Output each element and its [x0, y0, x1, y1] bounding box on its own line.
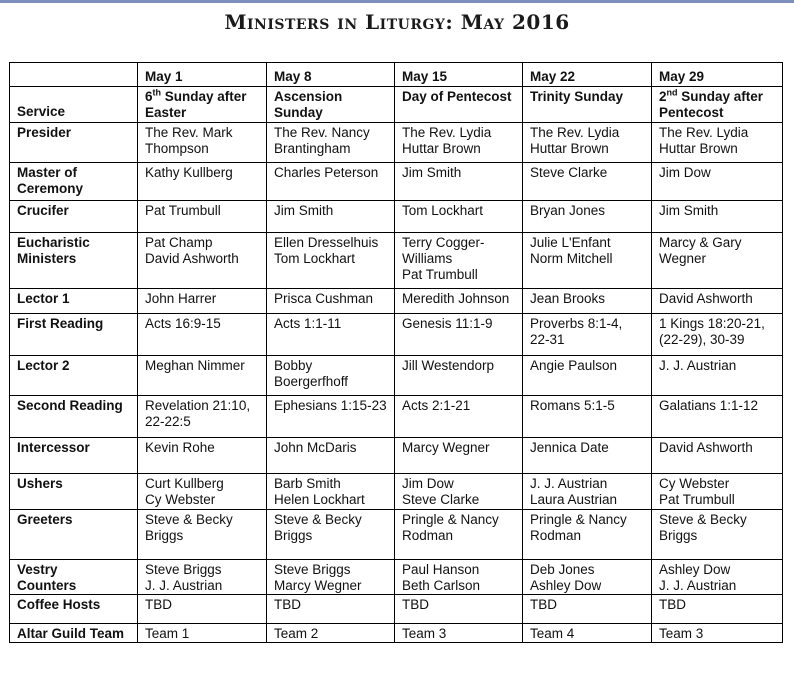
assignment-cell	[138, 624, 267, 643]
assignment-text: Barb Smith	[274, 476, 341, 491]
service-row	[10, 87, 783, 123]
assignment-text: Pat Trumbull	[659, 492, 735, 507]
assignment-cell	[138, 474, 267, 510]
table-row	[10, 356, 783, 396]
date-header-cell	[267, 63, 395, 87]
assignment-cell	[138, 163, 267, 201]
assignment-cell	[523, 595, 652, 624]
date-header-cell	[395, 63, 523, 87]
assignment-text: TBD	[274, 597, 301, 612]
assignment-text: The Rev. Lydia Huttar Brown	[659, 125, 749, 156]
assignment-cell	[267, 396, 395, 438]
row-label: Altar Guild Team	[17, 626, 125, 641]
assignment-cell	[395, 163, 523, 201]
assignment-text: Laura Austrian	[530, 492, 618, 507]
table-row	[10, 233, 783, 289]
assignment-text: Norm Mitchell	[530, 251, 613, 266]
assignment-cell	[652, 510, 783, 560]
assignment-text: Ashley Dow	[659, 562, 731, 577]
assignment-text: Revelation 21:10, 22-22:5	[145, 398, 251, 429]
row-label-cell	[10, 314, 138, 356]
assignment-cell	[395, 289, 523, 314]
assignment-text: Tom Lockhart	[402, 203, 484, 218]
assignment-text: Terry Cogger-Williams	[402, 235, 485, 266]
row-label-cell	[10, 201, 138, 233]
assignment-text: Steve & Becky Briggs	[145, 512, 233, 543]
date-label: May 15	[402, 69, 448, 84]
assignment-text: Steve Briggs	[145, 562, 222, 577]
assignment-cell	[267, 438, 395, 474]
assignment-text: Marcy Wegner	[274, 578, 362, 593]
assignment-cell	[523, 438, 652, 474]
assignment-text: Pat Champ	[145, 235, 213, 250]
row-label-cell	[10, 560, 138, 595]
row-label: Counters	[17, 578, 77, 593]
assignment-cell	[652, 289, 783, 314]
assignment-cell	[138, 356, 267, 396]
row-label: Eucharistic Ministers	[17, 235, 90, 266]
assignment-text: J. J. Austrian	[530, 476, 608, 491]
assignment-cell	[138, 314, 267, 356]
assignment-cell	[652, 595, 783, 624]
assignment-cell	[267, 560, 395, 595]
assignment-text: Proverbs 8:1-4, 22-31	[530, 316, 623, 347]
service-name-cell	[267, 87, 395, 123]
assignment-text: Angie Paulson	[530, 358, 618, 373]
assignment-text: Team 1	[145, 626, 190, 641]
assignment-cell	[138, 560, 267, 595]
assignment-text: Julie L'Enfant	[530, 235, 611, 250]
assignment-cell	[395, 356, 523, 396]
service-name-cell	[138, 87, 267, 123]
service-name: Sunday after Easter	[145, 89, 247, 120]
assignment-cell	[267, 510, 395, 560]
table-row	[10, 560, 783, 595]
assignment-cell	[267, 314, 395, 356]
date-label: May 1	[145, 69, 183, 84]
assignment-text: Team 2	[274, 626, 319, 641]
row-label-cell	[10, 356, 138, 396]
service-name: Ascension Sunday	[274, 89, 343, 120]
table-row	[10, 123, 783, 163]
assignment-text: J. J. Austrian	[659, 358, 737, 373]
row-label: Vestry	[17, 562, 58, 577]
assignment-cell	[523, 163, 652, 201]
row-label-cell	[10, 624, 138, 643]
assignment-cell	[652, 624, 783, 643]
table-row	[10, 396, 783, 438]
assignment-text: Beth Carlson	[402, 578, 481, 593]
assignment-text: 1 Kings 18:20-21, (22-29), 30-39	[659, 316, 765, 347]
table-row	[10, 510, 783, 560]
date-header-cell	[138, 63, 267, 87]
assignment-cell	[652, 123, 783, 163]
assignment-text: Jennica Date	[530, 440, 609, 455]
service-name-cell	[395, 87, 523, 123]
date-label: May 29	[659, 69, 705, 84]
assignment-text: Kevin Rohe	[145, 440, 215, 455]
assignment-cell	[267, 474, 395, 510]
table-row	[10, 624, 783, 643]
assignment-text: Kathy Kullberg	[145, 165, 233, 180]
assignment-cell	[652, 396, 783, 438]
row-label-cell	[10, 474, 138, 510]
date-header-row	[10, 63, 783, 87]
assignment-cell	[523, 201, 652, 233]
assignment-text: Marcy & Gary Wegner	[659, 235, 742, 266]
assignment-text: Genesis 11:1-9	[402, 316, 493, 331]
row-label-cell	[10, 396, 138, 438]
assignment-cell	[523, 560, 652, 595]
assignment-text: Pringle & Nancy Rodman	[530, 512, 627, 543]
date-label: May 22	[530, 69, 576, 84]
assignment-text: Acts 2:1-21	[402, 398, 471, 413]
assignment-cell	[138, 510, 267, 560]
service-name: Sunday after Pentecost	[659, 89, 764, 120]
assignment-cell	[523, 289, 652, 314]
assignment-text: Ephesians 1:15-23	[274, 398, 387, 413]
assignment-cell	[138, 438, 267, 474]
assignment-text: Jim Dow	[659, 165, 711, 180]
table-row	[10, 163, 783, 201]
assignment-cell	[395, 624, 523, 643]
assignment-cell	[395, 474, 523, 510]
assignment-cell	[652, 201, 783, 233]
assignment-cell	[652, 314, 783, 356]
assignment-cell	[523, 396, 652, 438]
table-row	[10, 595, 783, 624]
row-label-cell	[10, 163, 138, 201]
row-label: Lector 2	[17, 358, 70, 373]
assignment-text: Jim Smith	[659, 203, 719, 218]
assignment-cell	[395, 438, 523, 474]
assignment-text: J. J. Austrian	[659, 578, 737, 593]
assignment-cell	[652, 163, 783, 201]
row-label: First Reading	[17, 316, 104, 331]
row-label: Crucifer	[17, 203, 69, 218]
assignment-text: Romans 5:1-5	[530, 398, 615, 413]
assignment-text: Jill Westendorp	[402, 358, 495, 373]
assignment-text: Cy Webster	[145, 492, 216, 507]
service-name-cell	[523, 87, 652, 123]
row-label-cell	[10, 123, 138, 163]
ordinal-suffix: th	[152, 87, 162, 98]
assignment-cell	[523, 314, 652, 356]
assignment-text: Jim Smith	[402, 165, 462, 180]
assignment-cell	[395, 510, 523, 560]
assignment-text: Deb Jones	[530, 562, 595, 577]
assignment-cell	[395, 201, 523, 233]
assignment-cell	[267, 163, 395, 201]
assignment-cell	[652, 233, 783, 289]
assignment-cell	[138, 595, 267, 624]
assignment-cell	[267, 201, 395, 233]
assignment-cell	[267, 356, 395, 396]
assignment-cell	[523, 510, 652, 560]
assignment-text: Acts 1:1-11	[274, 316, 342, 331]
assignment-text: TBD	[530, 597, 557, 612]
table-row	[10, 438, 783, 474]
assignment-text: Paul Hanson	[402, 562, 480, 577]
assignment-cell	[267, 595, 395, 624]
assignment-cell	[395, 560, 523, 595]
ordinal-suffix: nd	[666, 87, 678, 98]
service-name: Day of Pentecost	[402, 89, 512, 104]
assignment-cell	[523, 123, 652, 163]
document-title: Ministers in Liturgy: May 2016	[224, 10, 570, 34]
assignment-text: Galatians 1:1-12	[659, 398, 759, 413]
assignment-text: Cy Webster	[659, 476, 730, 491]
assignment-text: Ellen Dresselhuis	[274, 235, 379, 250]
assignment-cell	[523, 474, 652, 510]
assignment-text: Steve & Becky Briggs	[659, 512, 747, 543]
assignment-cell	[138, 233, 267, 289]
assignment-cell	[523, 356, 652, 396]
row-label-cell	[10, 595, 138, 624]
assignment-text: TBD	[402, 597, 429, 612]
assignment-text: Steve Clarke	[530, 165, 608, 180]
service-ordinal: 2	[659, 89, 667, 104]
assignment-text: Pringle & Nancy Rodman	[402, 512, 499, 543]
assignment-text: The Rev. Lydia Huttar Brown	[402, 125, 492, 156]
assignment-text: Jean Brooks	[530, 291, 606, 306]
row-label-cell	[10, 289, 138, 314]
table-row	[10, 201, 783, 233]
row-label-cell	[10, 233, 138, 289]
assignment-text: Charles Peterson	[274, 165, 379, 180]
assignment-cell	[395, 396, 523, 438]
assignment-text: Acts 16:9-15	[145, 316, 221, 331]
assignment-text: Steve Briggs	[274, 562, 351, 577]
assignment-text: Helen Lockhart	[274, 492, 365, 507]
assignment-text: Marcy Wegner	[402, 440, 490, 455]
assignment-text: Tom Lockhart	[274, 251, 356, 266]
date-label: May 8	[274, 69, 312, 84]
assignment-text: Pat Trumbull	[402, 267, 478, 282]
assignment-text: The Rev. Mark Thompson	[145, 125, 233, 156]
table-row	[10, 474, 783, 510]
assignment-cell	[138, 201, 267, 233]
assignment-text: TBD	[145, 597, 172, 612]
date-header-cell	[523, 63, 652, 87]
assignment-text: David Ashworth	[659, 440, 753, 455]
table-row	[10, 289, 783, 314]
top-accent-bar	[0, 0, 794, 3]
assignment-cell	[138, 123, 267, 163]
assignment-text: TBD	[659, 597, 686, 612]
row-label-cell	[10, 510, 138, 560]
assignment-cell	[395, 595, 523, 624]
assignment-cell	[395, 314, 523, 356]
ministers-schedule-table	[9, 62, 783, 643]
service-name: Trinity Sunday	[530, 89, 624, 104]
assignment-text: Team 3	[659, 626, 704, 641]
assignment-text: The Rev. Nancy Brantingham	[274, 125, 370, 156]
assignment-cell	[523, 233, 652, 289]
assignment-text: Jim Dow	[402, 476, 454, 491]
assignment-cell	[138, 289, 267, 314]
assignment-text: Team 4	[530, 626, 575, 641]
table-row	[10, 314, 783, 356]
assignment-cell	[395, 233, 523, 289]
assignment-text: John Harrer	[145, 291, 217, 306]
service-ordinal: 6	[145, 89, 153, 104]
assignment-text: Meredith Johnson	[402, 291, 510, 306]
assignment-text: J. J. Austrian	[145, 578, 223, 593]
assignment-text: Jim Smith	[274, 203, 334, 218]
assignment-cell	[267, 123, 395, 163]
assignment-cell	[138, 396, 267, 438]
assignment-text: Prisca Cushman	[274, 291, 374, 306]
assignment-cell	[652, 356, 783, 396]
assignment-text: Curt Kullberg	[145, 476, 224, 491]
assignment-cell	[652, 474, 783, 510]
assignment-text: Steve Clarke	[402, 492, 480, 507]
assignment-text: John McDaris	[274, 440, 357, 455]
assignment-cell	[652, 438, 783, 474]
assignment-text: Team 3	[402, 626, 447, 641]
row-label: Second Reading	[17, 398, 123, 413]
row-label: Service	[17, 104, 66, 119]
row-label: Greeters	[17, 512, 73, 527]
assignment-cell	[267, 289, 395, 314]
assignment-text: Pat Trumbull	[145, 203, 221, 218]
row-label: Master of Ceremony	[17, 165, 84, 196]
corner-cell	[10, 63, 138, 87]
assignment-text: The Rev. Lydia Huttar Brown	[530, 125, 620, 156]
assignment-cell	[395, 123, 523, 163]
row-label: Intercessor	[17, 440, 90, 455]
row-label: Ushers	[17, 476, 63, 491]
assignment-text: Bryan Jones	[530, 203, 606, 218]
date-header-cell	[652, 63, 783, 87]
assignment-text: Steve & Becky Briggs	[274, 512, 362, 543]
row-label: Coffee Hosts	[17, 597, 101, 612]
assignment-text: Ashley Dow	[530, 578, 602, 593]
assignment-text: David Ashworth	[145, 251, 239, 266]
assignment-text: David Ashworth	[659, 291, 753, 306]
row-label: Presider	[17, 125, 72, 140]
assignment-text: Bobby Boergerfhoff	[274, 358, 349, 389]
row-label: Lector 1	[17, 291, 70, 306]
row-label-cell	[10, 87, 138, 123]
service-name-cell	[652, 87, 783, 123]
assignment-cell	[267, 233, 395, 289]
assignment-cell	[523, 624, 652, 643]
assignment-cell	[652, 560, 783, 595]
row-label-cell	[10, 438, 138, 474]
assignment-cell	[267, 624, 395, 643]
assignment-text: Meghan Nimmer	[145, 358, 245, 373]
